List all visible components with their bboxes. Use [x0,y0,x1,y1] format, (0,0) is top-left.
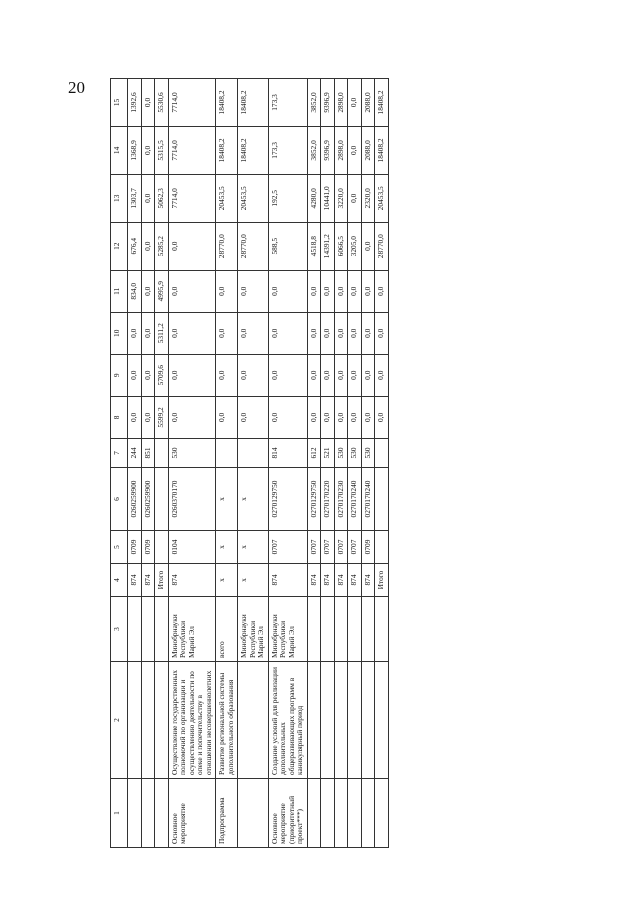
cell-col-9: 0,0 [268,354,307,396]
cell-col-11: 4995,9 [155,270,169,312]
cell-col-7: 244 [128,439,142,468]
cell-col-11: 0,0 [348,270,362,312]
cell-col-1 [141,779,155,848]
cell-col-12: 676,4 [128,222,142,270]
cell-col-8: 0,0 [141,396,155,438]
cell-col-14: 0,0 [141,126,155,174]
cell-col-5: 0707 [348,531,362,564]
cell-col-4: 874 [348,564,362,597]
cell-col-1 [348,779,362,848]
cell-col-2 [361,662,375,779]
cell-col-14: 3852,0 [307,126,321,174]
cell-col-2 [375,662,389,779]
cell-col-1 [321,779,335,848]
cell-col-4: Итого [155,564,169,597]
cell-col-3: Минобрнауки Республики Марий Эл [268,597,307,662]
col-2-header: 2 [111,662,128,779]
cell-col-15: 3852,0 [307,79,321,127]
cell-col-7: 530 [361,439,375,468]
cell-col-9: 0,0 [361,354,375,396]
cell-col-2 [128,662,142,779]
cell-col-10: 0,0 [334,312,348,354]
col-11-header: 11 [111,270,128,312]
table-row [268,79,307,848]
cell-col-9: 0,0 [307,354,321,396]
cell-col-12: 28770,0 [238,222,269,270]
cell-col-7: 530 [334,439,348,468]
cell-col-5: x [238,531,269,564]
cell-col-5: 0709 [128,531,142,564]
col-7-header: 7 [111,439,128,468]
cell-col-5: 0709 [361,531,375,564]
cell-col-2: Создание условий для реализации дополнительных общеразвивающих программ в каникулярный период [268,662,307,779]
table-row [155,79,169,848]
cell-col-7: 521 [321,439,335,468]
cell-col-12: 28770,0 [216,222,238,270]
cell-col-13: 20453,5 [216,174,238,222]
col-10-header: 10 [111,312,128,354]
cell-col-6 [375,468,389,531]
cell-col-12: 4518,8 [307,222,321,270]
cell-col-12: 0,0 [168,222,216,270]
cell-col-6: 0270170230 [334,468,348,531]
cell-col-9: 0,0 [128,354,142,396]
cell-col-10: 0,0 [268,312,307,354]
cell-col-3 [155,597,169,662]
table-row [321,79,335,848]
cell-col-3 [128,597,142,662]
cell-col-15: 18408,2 [375,79,389,127]
cell-col-3: Минобрнауки Республики Марий Эл [168,597,216,662]
cell-col-4: 874 [334,564,348,597]
cell-col-2 [307,662,321,779]
cell-col-1: Подпрограмма [216,779,238,848]
cell-col-7: 612 [307,439,321,468]
table-row [238,79,269,848]
cell-col-2 [321,662,335,779]
cell-col-6: 0270129750 [268,468,307,531]
cell-col-7 [155,439,169,468]
cell-col-9: 0,0 [141,354,155,396]
cell-col-13: 7714,0 [168,174,216,222]
cell-col-13: 4280,0 [307,174,321,222]
cell-col-8: 0,0 [216,396,238,438]
cell-col-1 [334,779,348,848]
cell-col-10: 0,0 [141,312,155,354]
cell-col-2 [155,662,169,779]
col-8-header: 8 [111,396,128,438]
table-row [216,79,238,848]
page-number: 20 [68,78,85,97]
cell-col-6: 0260259900 [141,468,155,531]
cell-col-11: 0,0 [216,270,238,312]
cell-col-12: 5285,2 [155,222,169,270]
cell-col-9: 0,0 [334,354,348,396]
col-12-header: 12 [111,222,128,270]
cell-col-15: 2088,0 [361,79,375,127]
cell-col-8: 0,0 [307,396,321,438]
table-row [375,79,389,848]
cell-col-7: 814 [268,439,307,468]
cell-col-8: 0,0 [361,396,375,438]
cell-col-13: 192,5 [268,174,307,222]
cell-col-13: 20453,5 [375,174,389,222]
cell-col-15: 9396,9 [321,79,335,127]
cell-col-13: 0,0 [348,174,362,222]
cell-col-13: 20453,5 [238,174,269,222]
table-body [128,79,389,848]
cell-col-5 [155,531,169,564]
cell-col-4: x [216,564,238,597]
col-5-header: 5 [111,531,128,564]
table-row [168,79,216,848]
cell-col-9: 0,0 [348,354,362,396]
col-3-header: 3 [111,597,128,662]
cell-col-8: 0,0 [168,396,216,438]
cell-col-10: 0,0 [307,312,321,354]
cell-col-6 [155,468,169,531]
cell-col-11: 0,0 [141,270,155,312]
cell-col-12: 6066,5 [334,222,348,270]
cell-col-12: 0,0 [361,222,375,270]
budget-table [110,78,389,848]
cell-col-4: Итого [375,564,389,597]
cell-col-3 [334,597,348,662]
cell-col-9: 0,0 [238,354,269,396]
cell-col-5: 0707 [307,531,321,564]
table-row [307,79,321,848]
cell-col-2 [334,662,348,779]
cell-col-15: 7714,0 [168,79,216,127]
cell-col-11: 0,0 [321,270,335,312]
cell-col-12: 28770,0 [375,222,389,270]
cell-col-14: 18408,2 [375,126,389,174]
cell-col-6: 0260259900 [128,468,142,531]
cell-col-9: 0,0 [216,354,238,396]
cell-col-7: 530 [168,439,216,468]
col-6-header: 6 [111,468,128,531]
cell-col-15: 1392,6 [128,79,142,127]
cell-col-7 [375,439,389,468]
cell-col-11: 0,0 [168,270,216,312]
cell-col-4: 874 [321,564,335,597]
cell-col-13: 2320,0 [361,174,375,222]
cell-col-14: 2898,0 [334,126,348,174]
cell-col-6: 0270170240 [348,468,362,531]
cell-col-8: 0,0 [375,396,389,438]
cell-col-3 [321,597,335,662]
cell-col-13: 3220,0 [334,174,348,222]
cell-col-3 [375,597,389,662]
cell-col-7: 851 [141,439,155,468]
cell-col-14: 2088,0 [361,126,375,174]
table-row [348,79,362,848]
cell-col-13: 1303,7 [128,174,142,222]
cell-col-4: x [238,564,269,597]
cell-col-6: 0270170220 [321,468,335,531]
cell-col-1: Основное мероприятие (приоритетный проект***) [268,779,307,848]
cell-col-6: x [238,468,269,531]
cell-col-5: x [216,531,238,564]
cell-col-2: Осуществление государственных полномочий по организации и осуществлению деятельности по опеке и попечительству в отношении несовершеннолетних [168,662,216,779]
cell-col-4: 874 [361,564,375,597]
cell-col-11: 0,0 [334,270,348,312]
cell-col-7: 530 [348,439,362,468]
cell-col-1 [238,779,269,848]
cell-col-9: 5709,6 [155,354,169,396]
cell-col-1 [375,779,389,848]
cell-col-14: 9396,9 [321,126,335,174]
cell-col-3: всего [216,597,238,662]
cell-col-5: 0709 [141,531,155,564]
cell-col-12: 3205,0 [348,222,362,270]
col-4-header: 4 [111,564,128,597]
cell-col-8: 0,0 [348,396,362,438]
cell-col-14: 1368,9 [128,126,142,174]
cell-col-14: 18408,2 [216,126,238,174]
cell-col-15: 2898,0 [334,79,348,127]
cell-col-5 [375,531,389,564]
cell-col-10: 0,0 [168,312,216,354]
cell-col-6: 0270129750 [307,468,321,531]
col-14-header: 14 [111,126,128,174]
cell-col-4: 874 [128,564,142,597]
cell-col-2: Развитие региональной системы дополнительного образования [216,662,238,779]
cell-col-11: 0,0 [375,270,389,312]
cell-col-3 [361,597,375,662]
cell-col-8: 0,0 [128,396,142,438]
cell-col-8: 5599,2 [155,396,169,438]
col-1-header: 1 [111,779,128,848]
col-13-header: 13 [111,174,128,222]
cell-col-3 [141,597,155,662]
cell-col-4: 874 [141,564,155,597]
cell-col-3: Минобрнауки Республики Марий Эл [238,597,269,662]
cell-col-4: 874 [268,564,307,597]
cell-col-8: 0,0 [238,396,269,438]
cell-col-6: 0270170240 [361,468,375,531]
cell-col-14: 0,0 [348,126,362,174]
cell-col-5: 0707 [268,531,307,564]
cell-col-13: 0,0 [141,174,155,222]
cell-col-3 [307,597,321,662]
cell-col-9: 0,0 [168,354,216,396]
cell-col-10: 0,0 [321,312,335,354]
cell-col-14: 5315,5 [155,126,169,174]
cell-col-11: 0,0 [307,270,321,312]
cell-col-15: 18408,2 [238,79,269,127]
cell-col-5: 0104 [168,531,216,564]
cell-col-14: 7714,0 [168,126,216,174]
cell-col-4: 874 [307,564,321,597]
table-row [361,79,375,848]
cell-col-11: 0,0 [268,270,307,312]
cell-col-10: 0,0 [348,312,362,354]
cell-col-8: 0,0 [268,396,307,438]
table-row [128,79,142,848]
cell-col-3 [348,597,362,662]
cell-col-15: 5530,6 [155,79,169,127]
cell-col-13: 10441,0 [321,174,335,222]
cell-col-12: 0,0 [141,222,155,270]
cell-col-1 [155,779,169,848]
cell-col-1 [361,779,375,848]
cell-col-10: 0,0 [238,312,269,354]
cell-col-13: 5062,3 [155,174,169,222]
cell-col-7 [238,439,269,468]
cell-col-10: 0,0 [361,312,375,354]
cell-col-14: 173,3 [268,126,307,174]
cell-col-5: 0707 [321,531,335,564]
cell-col-6: 0260370170 [168,468,216,531]
col-9-header: 9 [111,354,128,396]
cell-col-2 [238,662,269,779]
cell-col-6: x [216,468,238,531]
cell-col-2 [348,662,362,779]
cell-col-9: 0,0 [321,354,335,396]
cell-col-10: 0,0 [128,312,142,354]
cell-col-12: 588,5 [268,222,307,270]
cell-col-10: 5311,2 [155,312,169,354]
cell-col-15: 18408,2 [216,79,238,127]
table-row [141,79,155,848]
table-row [334,79,348,848]
cell-col-15: 0,0 [141,79,155,127]
cell-col-15: 0,0 [348,79,362,127]
cell-col-10: 0,0 [375,312,389,354]
cell-col-15: 173,3 [268,79,307,127]
col-15-header: 15 [111,79,128,127]
cell-col-7 [216,439,238,468]
column-number-row [111,79,128,848]
cell-col-9: 0,0 [375,354,389,396]
cell-col-10: 0,0 [216,312,238,354]
rotated-table-container [110,8,530,848]
cell-col-12: 14391,2 [321,222,335,270]
cell-col-1 [128,779,142,848]
cell-col-5: 0707 [334,531,348,564]
cell-col-11: 0,0 [361,270,375,312]
cell-col-2 [141,662,155,779]
cell-col-11: 0,0 [238,270,269,312]
cell-col-8: 0,0 [321,396,335,438]
cell-col-4: 874 [168,564,216,597]
cell-col-1: Основное мероприятие [168,779,216,848]
cell-col-14: 18408,2 [238,126,269,174]
cell-col-8: 0,0 [334,396,348,438]
cell-col-1 [307,779,321,848]
cell-col-11: 834,0 [128,270,142,312]
